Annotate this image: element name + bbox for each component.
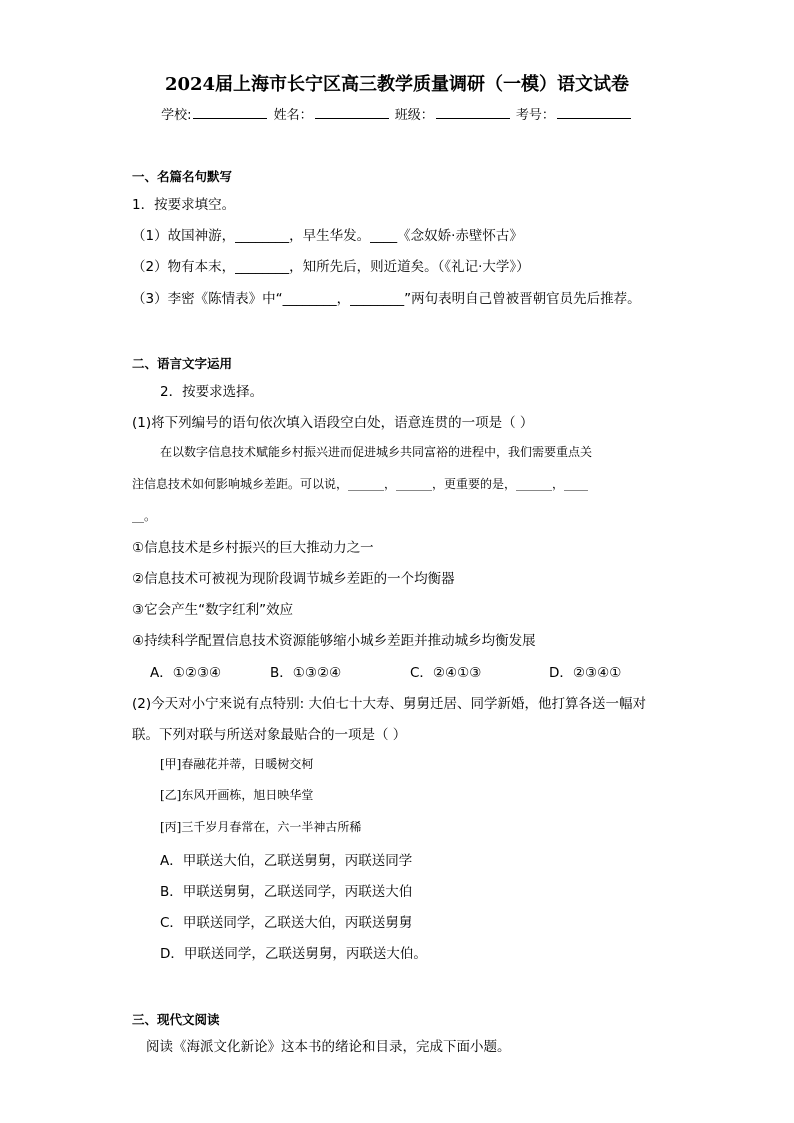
question-2-prompt: 2．按要求选择。 — [160, 384, 264, 400]
school-blank[interactable] — [193, 106, 267, 119]
passage-line: 注信息技术如何影响城乡差距。可以说，______，______，更重要的是，______，____ — [132, 477, 589, 491]
choice-b[interactable]: B．①③②④ — [270, 665, 342, 681]
section-heading-2: 二、语言文字运用 — [132, 356, 233, 371]
choice-a[interactable]: A．①②③④ — [150, 665, 222, 681]
name-blank[interactable] — [315, 106, 389, 119]
question-2-1-prompt: (1)将下列编号的语句依次填入语段空白处，语意连贯的一项是（ ） — [132, 415, 534, 431]
couplet: [甲]春融花并蒂，日暖树交柯 — [160, 757, 314, 771]
section-3-intro: 阅读《海派文化新论》这本书的绪论和目录，完成下面小题。 — [146, 1039, 511, 1055]
school-label: 学校: — [161, 108, 192, 123]
couplet: [乙]东风开画栋，旭日映华堂 — [160, 788, 314, 802]
numbered-sentence: ①信息技术是乡村振兴的巨大推动力之一 — [132, 540, 374, 556]
numbered-sentence: ②信息技术可被视为现阶段调节城乡差距的一个均衡器 — [132, 571, 455, 587]
student-info-row — [0, 104, 794, 123]
passage-line: 在以数字信息技术赋能乡村振兴进而促进城乡共同富裕的进程中，我们需要重点关 — [160, 445, 593, 459]
question-1-item: （1）故国神游，________，早生华发。____《念奴娇·赤壁怀古》 — [132, 228, 523, 244]
class-blank[interactable] — [436, 106, 510, 119]
answer-option[interactable]: C．甲联送同学，乙联送大伯，丙联送舅舅 — [160, 915, 413, 931]
answer-option[interactable]: A．甲联送大伯，乙联送舅舅，丙联送同学 — [160, 853, 413, 869]
section-heading-1: 一、名篇名句默写 — [132, 169, 233, 184]
numbered-sentence: ④持续科学配置信息技术资源能够缩小城乡差距并推动城乡均衡发展 — [132, 633, 536, 649]
section-heading-3: 三、现代文阅读 — [132, 1012, 220, 1027]
question-1-prompt: 1．按要求填空。 — [132, 197, 236, 213]
question-1-item: （2）物有本末，________，知所先后，则近道矣。（《礼记·大学》） — [132, 259, 530, 275]
choice-d[interactable]: D．②③④① — [549, 665, 622, 681]
question-2-2-prompt: (2)今天对小宁来说有点特别: 大伯七十大寿、舅舅迁居、同学新婚，他打算各送一幅对 — [132, 696, 646, 712]
exam-no-label: 考号： — [515, 108, 555, 123]
name-label: 姓名： — [273, 108, 313, 123]
choice-c[interactable]: C．②④①③ — [410, 665, 482, 681]
class-label: 班级： — [394, 108, 434, 123]
answer-option[interactable]: B．甲联送舅舅，乙联送同学，丙联送大伯 — [160, 884, 413, 900]
exam-title: 2024届上海市长宁区高三教学质量调研（一模）语文试卷 — [164, 74, 630, 95]
numbered-sentence: ③它会产生“数字红利”效应 — [132, 602, 294, 618]
answer-option[interactable]: D．甲联送同学，乙联送舅舅，丙联送大伯。 — [160, 946, 427, 962]
exam-no-blank[interactable] — [557, 106, 631, 119]
question-2-2-prompt: 联。下列对联与所送对象最贴合的一项是（ ） — [132, 727, 407, 743]
couplet: [丙]三千岁月春常在，六一半神古所稀 — [160, 820, 362, 834]
question-1-item: （3）李密《陈情表》中“________，________”两句表明自己曾被晋朝官员先后推荐。 — [132, 291, 641, 307]
passage-line: __。 — [132, 509, 157, 523]
